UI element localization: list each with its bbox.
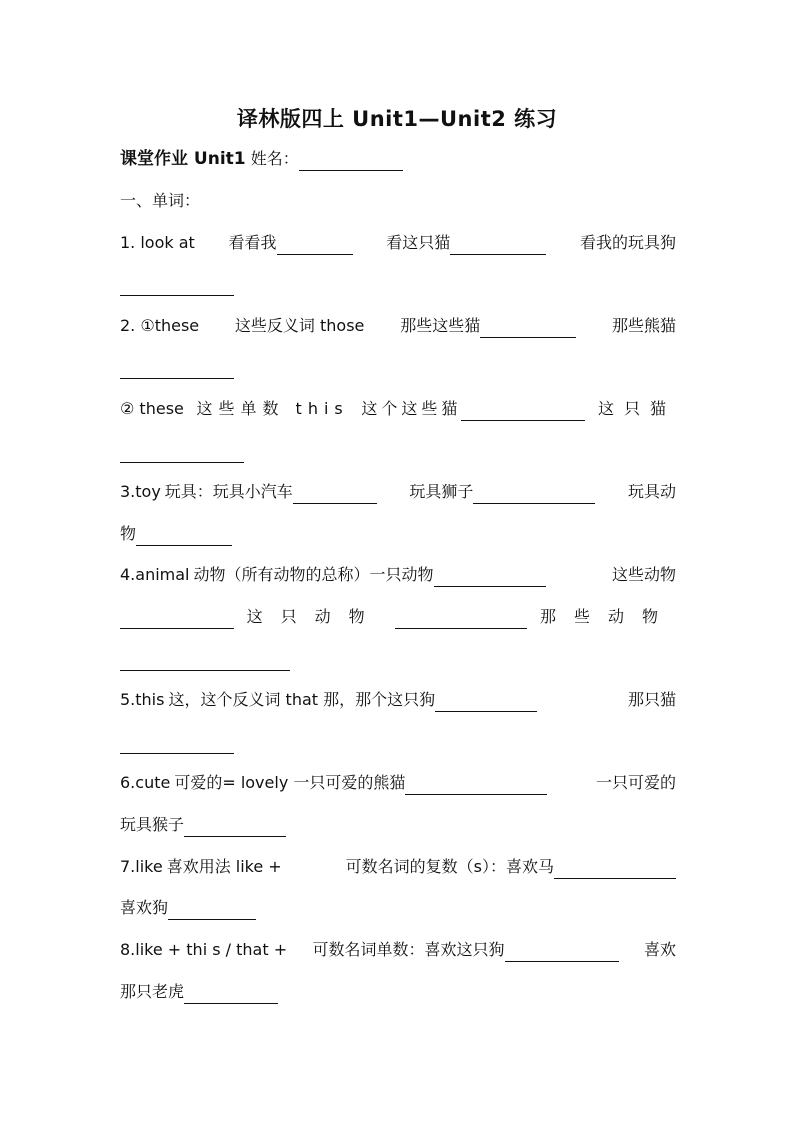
section-header bbox=[120, 147, 676, 171]
q1-text-a: 看看我 bbox=[228, 233, 277, 252]
q3-text-c2: 物 bbox=[120, 524, 137, 543]
q4-text-c: 这只动物 bbox=[246, 607, 383, 626]
q7-text-c: 喜欢狗 bbox=[120, 898, 169, 917]
q4-blank-c[interactable] bbox=[395, 610, 527, 629]
q3-text-a: 玩具：玩具小汽车 bbox=[164, 482, 293, 501]
question-1-cont bbox=[120, 272, 676, 296]
q4-prefix: 4.animal bbox=[120, 565, 190, 584]
q6-blank-b[interactable] bbox=[184, 818, 286, 837]
q6-text-a: 可爱的= lovely 一只可爱的熊猫 bbox=[174, 773, 406, 792]
q8-text-c: 那只老虎 bbox=[120, 982, 185, 1001]
q6-text-b: 一只可爱的 bbox=[595, 773, 676, 792]
question-8-cont bbox=[120, 980, 676, 1004]
question-6-cont bbox=[120, 813, 676, 837]
question-4 bbox=[120, 563, 676, 587]
q8-blank-b[interactable] bbox=[184, 985, 278, 1004]
question-6 bbox=[120, 771, 676, 795]
q4-text-b: 这些动物 bbox=[611, 565, 676, 584]
question-7 bbox=[120, 855, 676, 879]
q7-text-a: 喜欢用法 like + bbox=[166, 857, 282, 876]
question-2a-cont bbox=[120, 355, 676, 379]
q1-prefix: 1. look at bbox=[120, 233, 195, 252]
q2a-text-b: 那些这些猫 bbox=[400, 316, 481, 335]
q1-text-b: 看这只猫 bbox=[386, 233, 451, 252]
q3-blank-a[interactable] bbox=[293, 485, 377, 504]
q6-blank-a[interactable] bbox=[405, 776, 547, 795]
q8-blank-a[interactable] bbox=[505, 943, 619, 962]
question-8 bbox=[120, 938, 676, 962]
question-1 bbox=[120, 231, 676, 255]
q4-text-a: 动物（所有动物的总称）一只动物 bbox=[193, 565, 434, 584]
q2b-prefix: ② these bbox=[120, 399, 184, 418]
q3-text-c: 玩具动 bbox=[627, 482, 676, 501]
q2a-blank-b[interactable] bbox=[480, 319, 576, 338]
question-5-cont bbox=[120, 730, 676, 754]
q4-blank-a[interactable] bbox=[434, 568, 546, 587]
q5-blank-a[interactable] bbox=[435, 693, 537, 712]
q1-blank-c[interactable] bbox=[120, 277, 234, 296]
q2a-text-a: 这些反义词 those bbox=[234, 316, 365, 335]
q4-blank-d[interactable] bbox=[120, 652, 290, 671]
q2b-blank-b[interactable] bbox=[461, 402, 585, 421]
question-2b bbox=[120, 397, 676, 421]
q5-prefix: 5.this bbox=[120, 690, 165, 709]
q8-text-a: 可数名词单数：喜欢这只狗 bbox=[312, 940, 505, 959]
question-3-cont bbox=[120, 522, 676, 546]
name-blank[interactable] bbox=[299, 152, 403, 171]
name-label: 姓名： bbox=[250, 149, 299, 168]
question-4-cont2 bbox=[120, 647, 676, 671]
q1-blank-b[interactable] bbox=[450, 236, 546, 255]
q2b-blank-c[interactable] bbox=[120, 444, 244, 463]
q5-text-b: 那只猫 bbox=[627, 690, 676, 709]
q7-blank-b[interactable] bbox=[168, 901, 256, 920]
q3-blank-c[interactable] bbox=[136, 527, 232, 546]
q7-prefix: 7.like bbox=[120, 857, 163, 876]
q7-text-b: 可数名词的复数（s）：喜欢马 bbox=[345, 857, 554, 876]
q8-prefix: 8.like + thi s / that + bbox=[120, 940, 288, 959]
question-7-cont bbox=[120, 896, 676, 920]
q5-blank-b[interactable] bbox=[120, 735, 234, 754]
q4-blank-b[interactable] bbox=[120, 610, 234, 629]
q2a-blank-c[interactable] bbox=[120, 360, 234, 379]
q7-blank-a[interactable] bbox=[554, 860, 676, 879]
q3-text-b: 玩具狮子 bbox=[409, 482, 474, 501]
question-5 bbox=[120, 688, 676, 712]
q3-prefix: 3.toy bbox=[120, 482, 161, 501]
q2a-text-c: 那些熊猫 bbox=[611, 316, 676, 335]
question-4-cont bbox=[120, 605, 676, 629]
question-2b-cont bbox=[120, 439, 676, 463]
q3-blank-b[interactable] bbox=[473, 485, 595, 504]
q2b-text-b: 这个这些猫 bbox=[361, 399, 462, 418]
q2a-prefix: 2. ①these bbox=[120, 316, 200, 335]
part-heading: 一、单词： bbox=[120, 191, 201, 210]
q1-blank-a[interactable] bbox=[277, 236, 353, 255]
question-3 bbox=[120, 480, 676, 504]
page-title: 译林版四上 Unit1—Unit2 练习 bbox=[236, 107, 558, 131]
q4-text-d: 那些动物 bbox=[539, 607, 676, 626]
q2b-text-c: 这只猫 bbox=[597, 399, 676, 418]
q6-text-c: 玩具猴子 bbox=[120, 815, 185, 834]
section-label: 课堂作业 Unit1 bbox=[120, 149, 246, 169]
q6-prefix: 6.cute bbox=[120, 773, 171, 792]
q5-text-a: 这，这个反义词 that 那，那个这只狗 bbox=[168, 690, 436, 709]
q1-text-c: 看我的玩具狗 bbox=[579, 233, 676, 252]
q8-text-b: 喜欢 bbox=[643, 940, 676, 959]
q2b-text-a: 这些单数 this bbox=[196, 399, 349, 418]
question-2a bbox=[120, 314, 676, 338]
